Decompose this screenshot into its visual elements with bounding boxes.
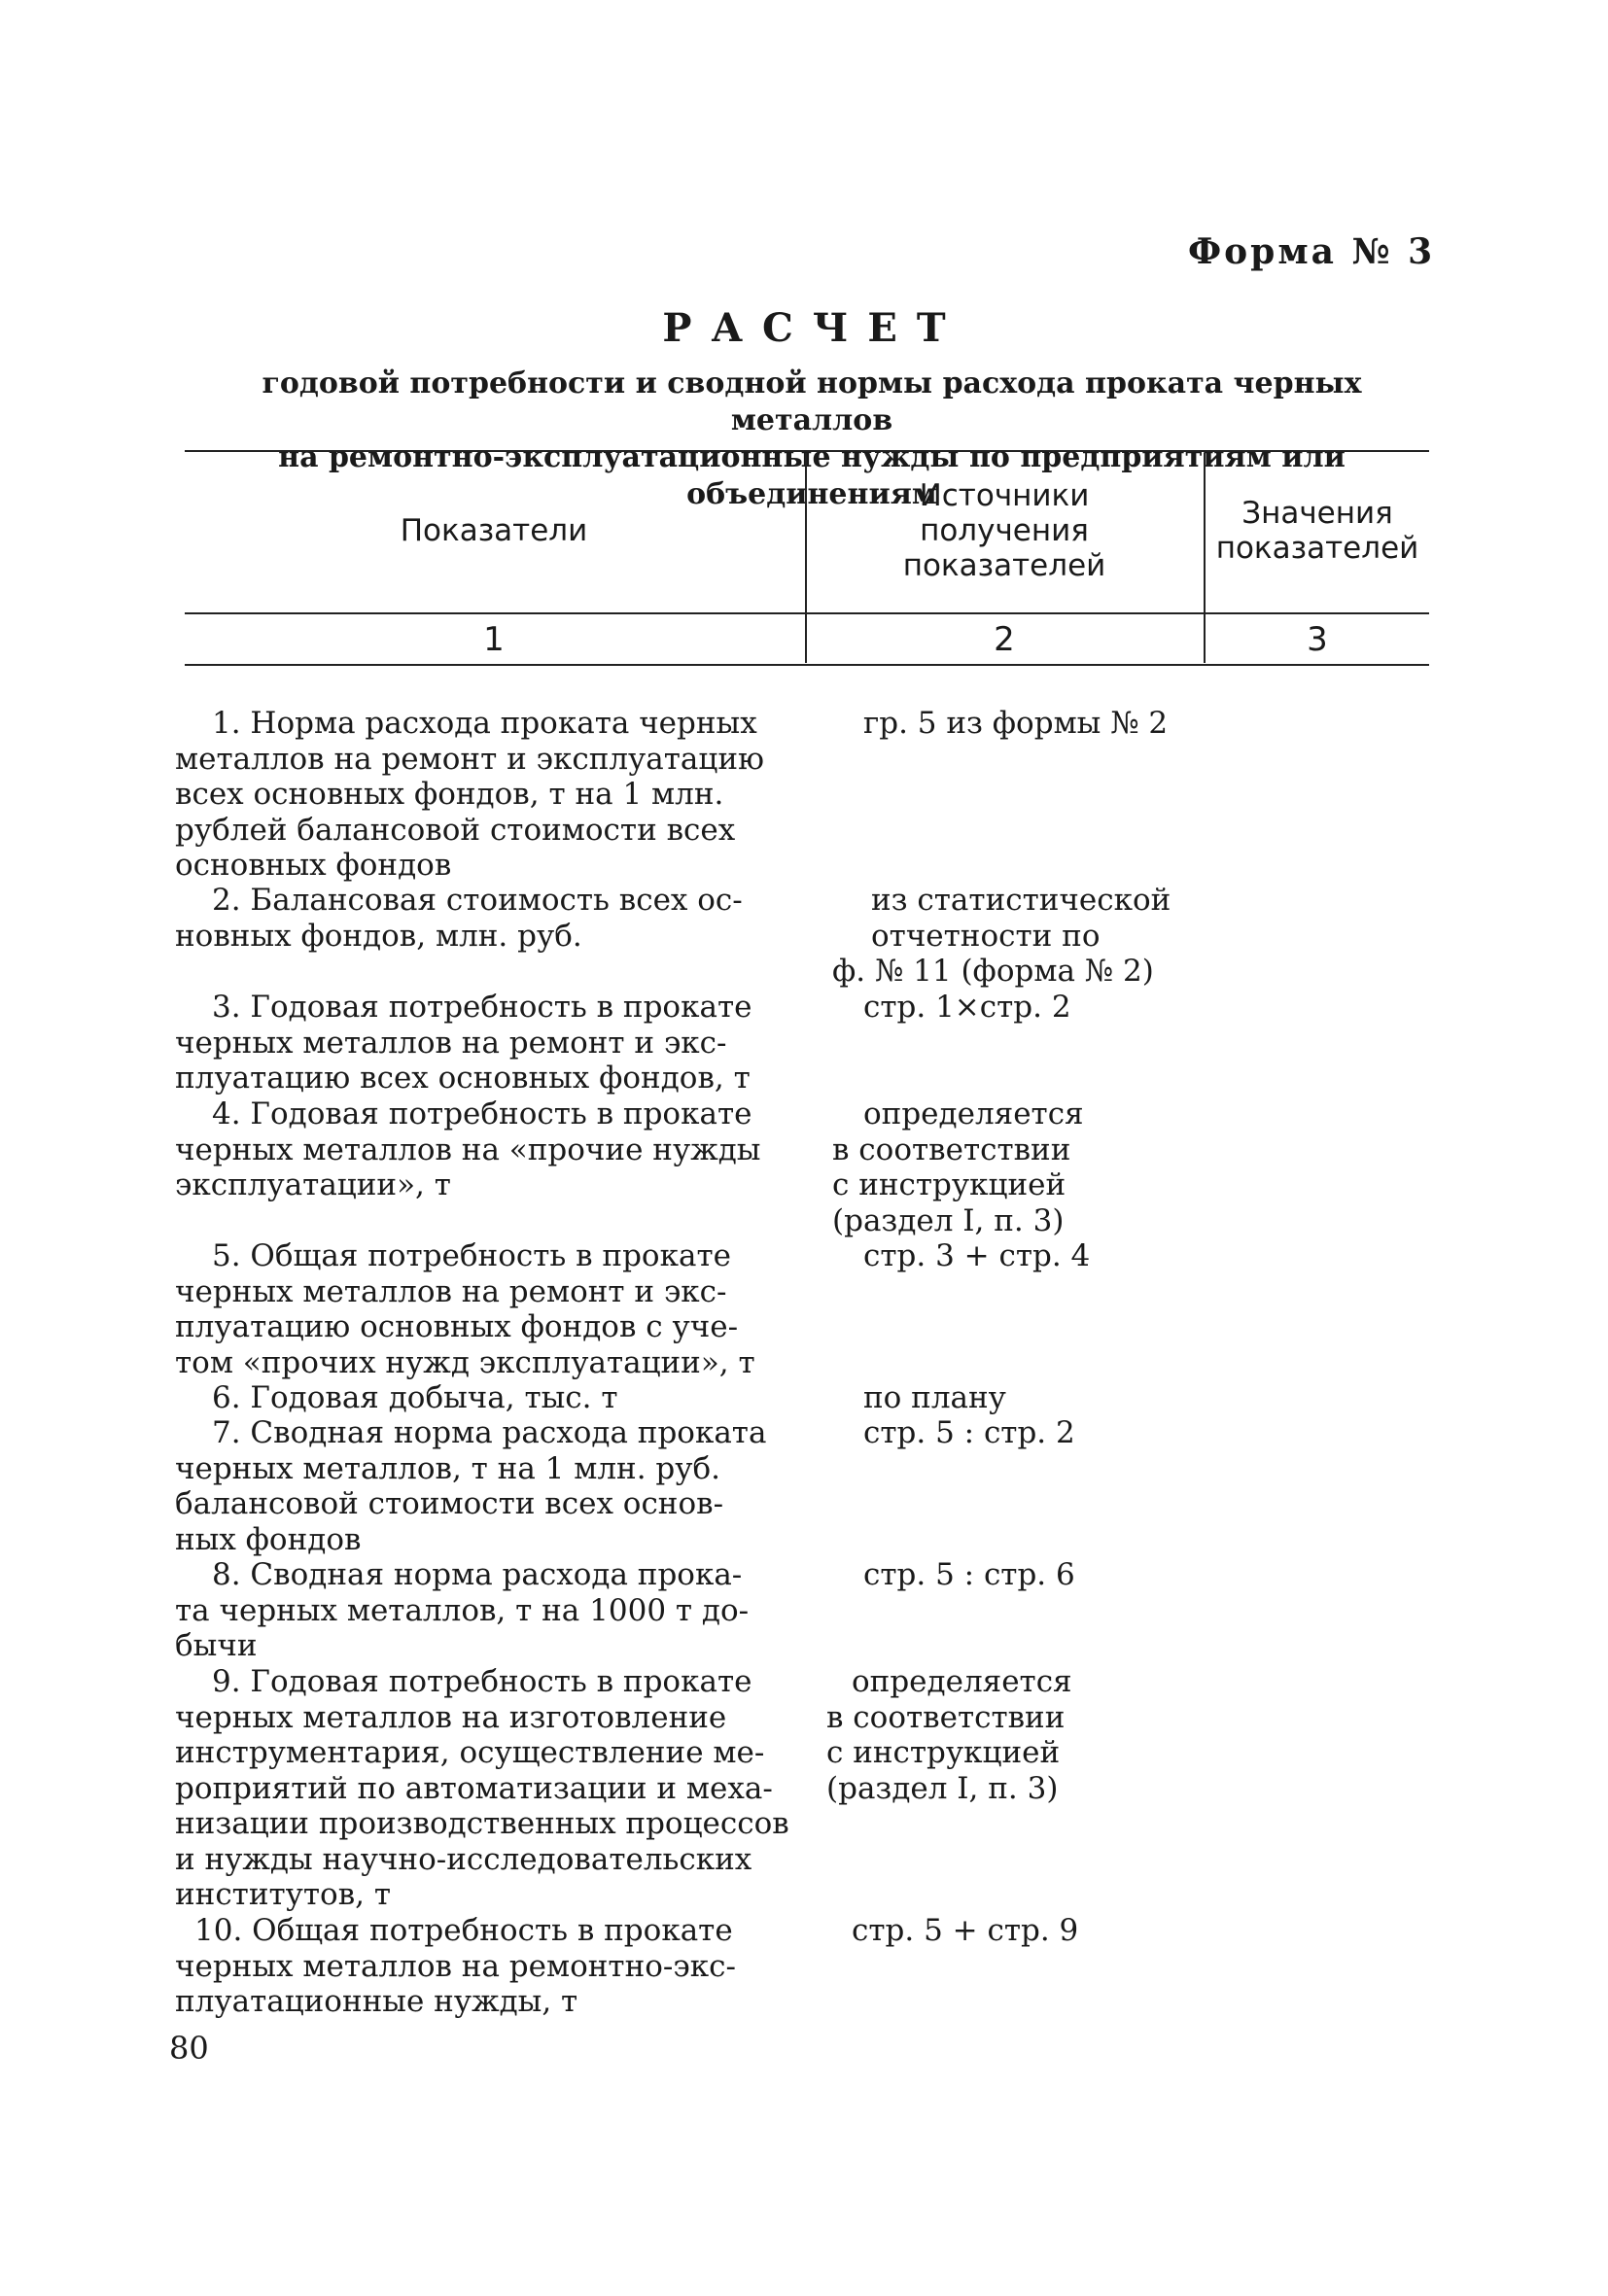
row-3-label [175, 990, 800, 1096]
row-1-label [175, 706, 800, 884]
form-number: Форма № 3 [1188, 231, 1436, 272]
label-line: инструментария, осуществление ме- [175, 1735, 765, 1770]
subtitle-line: годовой потребности и сводной нормы расхода проката черных металлов [262, 366, 1362, 437]
label-line: 2. Балансовая стоимость всех ос- [212, 883, 743, 918]
subtitle-line: на ремонтно-эксплуатационные нужды по предприятиям или объединениям [278, 440, 1346, 511]
source-line: стр. 5 + стр. 9 [852, 1913, 1079, 1948]
label-line: та черных металлов, т на 1000 т до- [175, 1592, 750, 1628]
row-2-label [175, 883, 800, 954]
label-line: том «прочих нужд эксплуатации», т [175, 1344, 755, 1380]
label-line: новных фондов, млн. руб. [175, 918, 582, 954]
source-line: ф. № 11 (форма № 2) [832, 954, 1154, 989]
col2-header-line: Источники [919, 478, 1090, 513]
row-4-source [832, 1096, 1084, 1238]
col2-header-line: показателей [902, 548, 1106, 583]
source-line: по плану [863, 1380, 1006, 1415]
source-line: отчетности по [871, 918, 1101, 954]
source-line: в соответствии [826, 1699, 1066, 1735]
label-line: низации производственных процессов [175, 1806, 789, 1841]
source-line: в соответствии [832, 1131, 1071, 1167]
label-line: металлов на ремонт и эксплуатацию [175, 741, 764, 777]
label-line: 9. Годовая потребность в прокате [212, 1664, 752, 1699]
label-line: 10. Общая потребность в прокате [194, 1913, 733, 1948]
label-line: плуатацию основных фондов с уче- [175, 1309, 739, 1344]
row-4-label [175, 1096, 800, 1203]
row-9-label [175, 1664, 800, 1913]
source-line: стр. 5 : стр. 6 [863, 1557, 1075, 1592]
source-line: определяется [852, 1664, 1072, 1699]
source-line: с инструкцией [826, 1735, 1061, 1770]
source-line: из статистической [871, 883, 1171, 918]
label-line: черных металлов, т на 1 млн. руб. [175, 1450, 721, 1486]
label-line: эксплуатации», т [175, 1167, 451, 1202]
col3-header-line: показателей [1215, 531, 1419, 566]
row-5-source [863, 1238, 1090, 1274]
label-line: черных металлов на ремонт и экс- [175, 1273, 727, 1309]
label-line: основных фондов [175, 848, 452, 883]
column-number: 3 [1307, 620, 1328, 659]
column-number: 1 [483, 620, 505, 659]
column-number: 2 [994, 620, 1015, 659]
label-line: черных металлов на ремонтно-экс- [175, 1948, 736, 1984]
label-line: ных фондов [175, 1521, 362, 1557]
source-line: стр. 5 : стр. 2 [863, 1415, 1075, 1450]
label-line: черных металлов на ремонт и экс- [175, 1025, 727, 1061]
label-line: 6. Годовая добыча, тыс. т [212, 1380, 618, 1415]
label-line: 5. Общая потребность в прокате [212, 1238, 731, 1273]
label-line: и нужды научно-исследовательских [175, 1841, 752, 1877]
label-line: всех основных фондов, т на 1 млн. [175, 777, 724, 812]
numbers-bottom-rule [185, 664, 1429, 666]
row-10-source [852, 1913, 1078, 1949]
label-line: 8. Сводная норма расхода прока- [212, 1557, 743, 1592]
label-line: бычи [175, 1628, 258, 1663]
page-number: 80 [169, 2030, 209, 2067]
source-line: определяется [863, 1096, 1084, 1131]
label-line: 7. Сводная норма расхода проката [212, 1415, 767, 1450]
col2-header [807, 478, 1202, 583]
col3-header-line: Значения [1241, 496, 1393, 531]
row-7-label [175, 1415, 800, 1557]
table-top-rule [185, 450, 1429, 452]
row-2-source [832, 883, 1171, 990]
col2-header-line: получения [920, 513, 1089, 548]
row-9-source [826, 1664, 1072, 1806]
header-bottom-rule [185, 612, 1429, 614]
document-title: РАСЧЕТ [662, 305, 965, 351]
label-line: роприятий по автоматизации и меха- [175, 1770, 773, 1806]
source-line: гр. 5 из формы № 2 [863, 706, 1169, 741]
label-line: 4. Годовая потребность в прокате [212, 1096, 752, 1131]
label-line: плуатационные нужды, т [175, 1984, 578, 2019]
label-line: черных металлов на изготовление [175, 1699, 727, 1735]
label-line: балансовой стоимости всех основ- [175, 1486, 724, 1521]
col3-header [1206, 496, 1429, 566]
row-3-source [863, 990, 1071, 1026]
label-line: черных металлов на «прочие нужды [175, 1131, 761, 1167]
label-line: 1. Норма расхода проката черных [212, 706, 757, 741]
source-line: (раздел I, п. 3) [832, 1202, 1065, 1238]
source-line: (раздел I, п. 3) [826, 1770, 1059, 1806]
row-5-label [175, 1238, 800, 1380]
row-6-source [863, 1380, 1006, 1416]
row-8-label [175, 1557, 800, 1664]
source-line: с инструкцией [832, 1167, 1066, 1202]
source-line: стр. 3 + стр. 4 [863, 1238, 1091, 1273]
label-line: плуатацию всех основных фондов, т [175, 1061, 751, 1096]
row-1-source [863, 706, 1168, 742]
source-line: стр. 1×стр. 2 [863, 990, 1071, 1025]
row-8-source [863, 1557, 1075, 1593]
label-line: институтов, т [175, 1877, 392, 1912]
row-7-source [863, 1415, 1075, 1451]
label-line: 3. Годовая потребность в прокате [212, 990, 752, 1025]
row-6-label [175, 1380, 800, 1416]
row-10-label [175, 1913, 800, 2020]
label-line: рублей балансовой стоимости всех [175, 812, 736, 848]
col1-header: Показатели [400, 513, 588, 548]
